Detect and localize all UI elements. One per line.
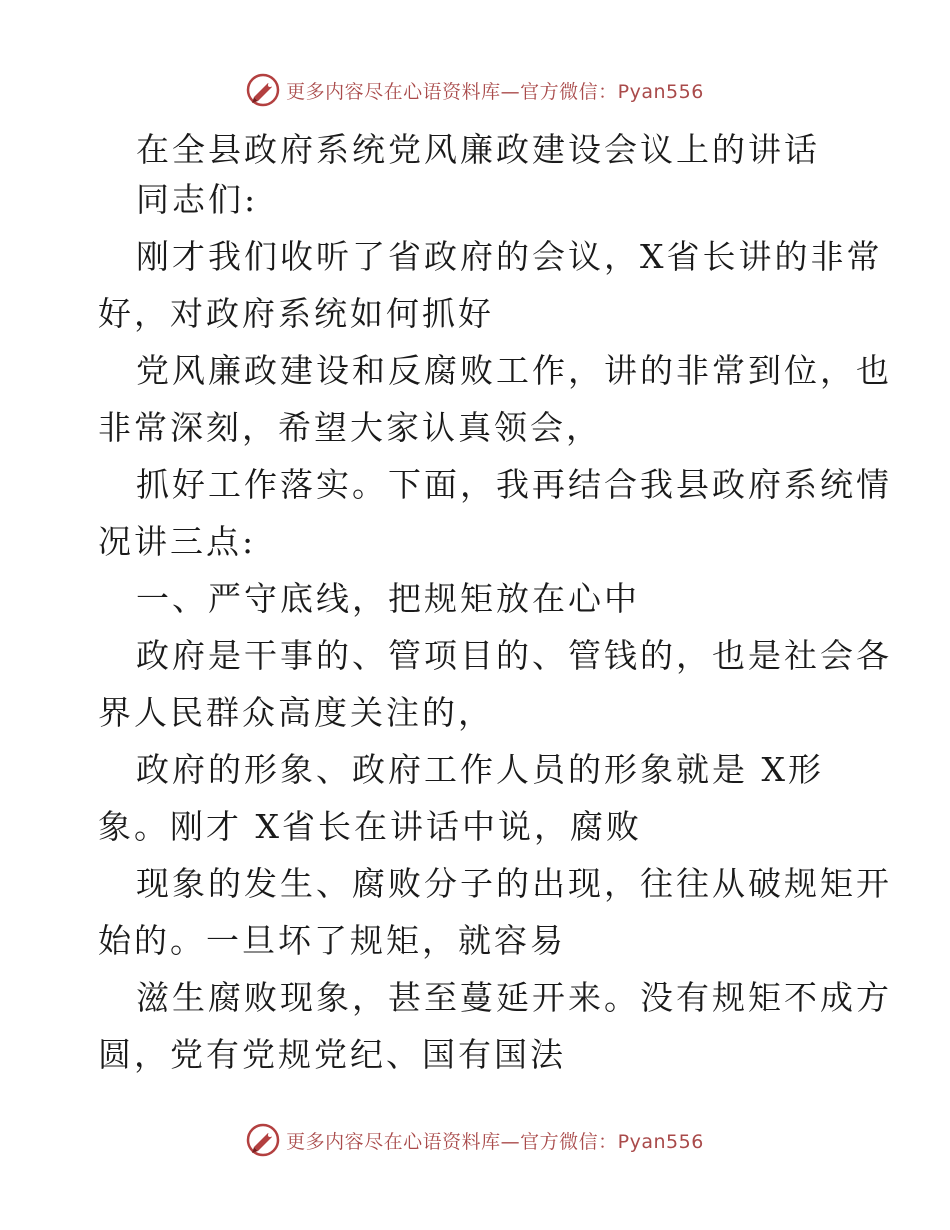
paragraph-line: 始的。一旦坏了规矩，就容易 [98, 921, 566, 960]
section-heading: 一、严守底线，把规矩放在心中 [136, 579, 640, 618]
paragraph-line: 圆，党有党规党纪、国有国法 [98, 1035, 566, 1074]
footer-watermark-text: 更多内容尽在心语资料库—官方微信：Pyan556 [286, 1130, 704, 1153]
paragraph-line: 刚才我们收听了省政府的会议，X省长讲的非常 [136, 237, 883, 276]
paragraph-line: 况讲三点: [98, 522, 257, 561]
header-watermark-banner [0, 70, 950, 110]
paragraph-line: 政府是干事的、管项目的、管钱的，也是社会各 [136, 636, 892, 675]
paragraph-line: 现象的发生、腐败分子的出现，往往从破规矩开 [136, 864, 892, 903]
pen-logo-icon [246, 73, 280, 107]
paragraph-line: 党风廉政建设和反腐败工作，讲的非常到位，也 [136, 351, 892, 390]
salutation: 同志们: [136, 180, 259, 219]
paragraph-line: 政府的形象、政府工作人员的形象就是 X形 [136, 750, 824, 789]
document-body [98, 124, 892, 1086]
pen-logo-icon [246, 1123, 280, 1157]
paragraph-line: 抓好工作落实。下面，我再结合我县政府系统情 [136, 465, 892, 504]
document-title: 在全县政府系统党风廉政建设会议上的讲话 [136, 130, 820, 169]
paragraph-line: 界人民群众高度关注的， [98, 693, 494, 732]
footer-watermark-banner [0, 1120, 950, 1160]
paragraph-line: 好，对政府系统如何抓好 [98, 294, 494, 333]
paragraph-line: 象。刚才 X省长在讲话中说，腐败 [98, 807, 642, 846]
paragraph-line: 非常深刻，希望大家认真领会， [98, 408, 602, 447]
header-watermark-text: 更多内容尽在心语资料库—官方微信：Pyan556 [286, 80, 704, 103]
paragraph-line: 滋生腐败现象，甚至蔓延开来。没有规矩不成方 [136, 978, 892, 1017]
